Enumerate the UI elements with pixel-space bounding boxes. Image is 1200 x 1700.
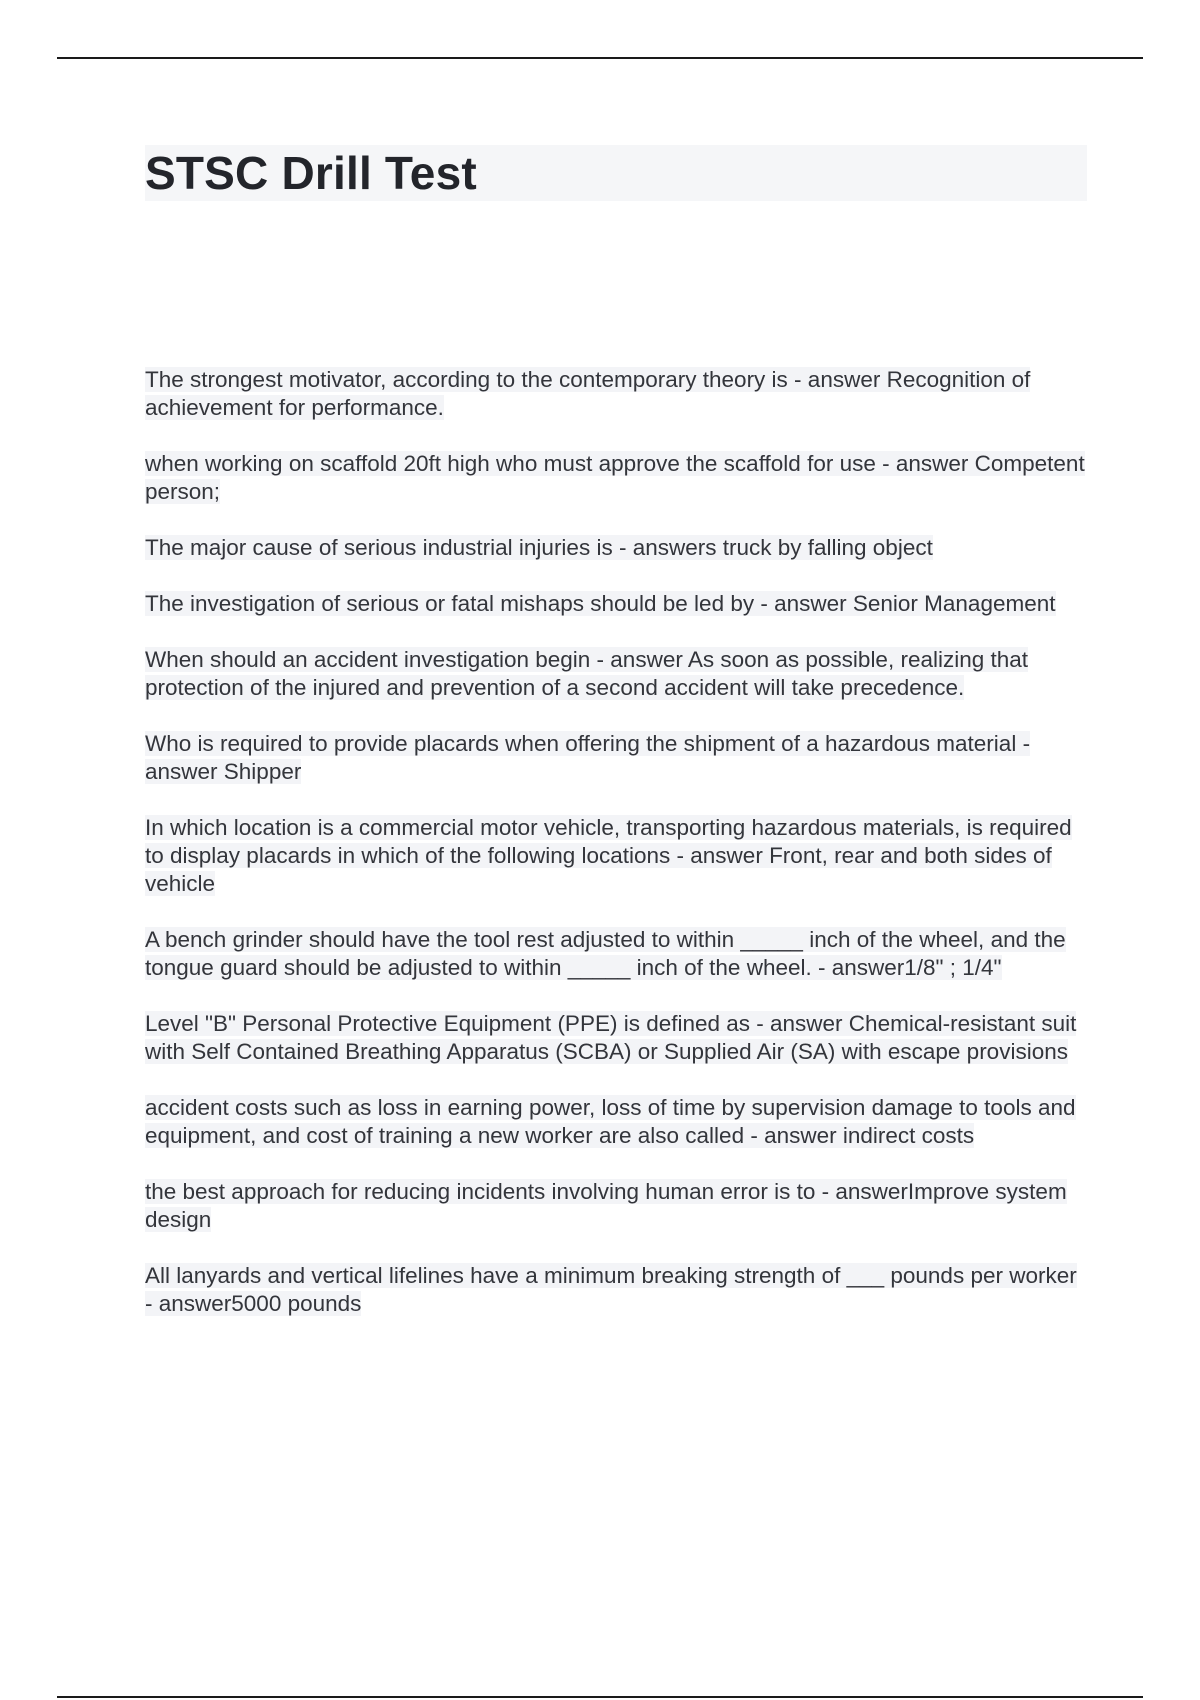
- question-answer-list: [145, 366, 1090, 1346]
- qa-text: The strongest motivator, according to the contemporary theory is - answer Recognition of achievement for performance.: [145, 367, 1031, 420]
- qa-item-11: [145, 1178, 1090, 1234]
- qa-text: Level "B" Personal Protective Equipment (PPE) is defined as - answer Chemical-resistant suit with Self Contained Breathing Apparatus (SCBA) or Supplied Air (SA) with escape provisions: [145, 1011, 1077, 1064]
- qa-text: accident costs such as loss in earning power, loss of time by supervision damage to tools and equipment, and cost of training a new worker are also called - answer indirect costs: [145, 1095, 1076, 1148]
- qa-item-9: [145, 1010, 1090, 1066]
- qa-text: When should an accident investigation begin - answer As soon as possible, realizing that protection of the injured and prevention of a second accident will take precedence.: [145, 647, 1029, 700]
- page-title: STSC Drill Test: [145, 147, 477, 199]
- qa-text: A bench grinder should have the tool rest adjusted to within _____ inch of the wheel, and the tongue guard should be adjusted to within _____ inch of the wheel. - answer1/8" ; 1/4": [145, 927, 1066, 980]
- qa-item-4: [145, 590, 1090, 618]
- qa-item-10: [145, 1094, 1090, 1150]
- qa-item-3: [145, 534, 1090, 562]
- qa-item-5: [145, 646, 1090, 702]
- qa-item-7: [145, 814, 1090, 898]
- qa-text: The major cause of serious industrial injuries is - answers truck by falling object: [145, 535, 933, 560]
- qa-text: All lanyards and vertical lifelines have a minimum breaking strength of ___ pounds per worker - answer5000 pounds: [145, 1263, 1077, 1316]
- qa-text: when working on scaffold 20ft high who must approve the scaffold for use - answer Competent person;: [145, 451, 1085, 504]
- qa-text: Who is required to provide placards when offering the shipment of a hazardous material - answer Shipper: [145, 731, 1031, 784]
- qa-item-1: [145, 366, 1090, 422]
- top-rule: [57, 57, 1143, 59]
- qa-item-12: [145, 1262, 1090, 1318]
- qa-item-6: [145, 730, 1090, 786]
- qa-text: the best approach for reducing incidents involving human error is to - answerImprove system design: [145, 1179, 1067, 1232]
- qa-text: In which location is a commercial motor vehicle, transporting hazardous materials, is required to display placards in which of the following locations - answer Front, rear and both sides of vehicle: [145, 815, 1072, 896]
- qa-item-8: [145, 926, 1090, 982]
- qa-text: The investigation of serious or fatal mishaps should be led by - answer Senior Management: [145, 591, 1056, 616]
- qa-item-2: [145, 450, 1090, 506]
- bottom-rule: [57, 1696, 1143, 1698]
